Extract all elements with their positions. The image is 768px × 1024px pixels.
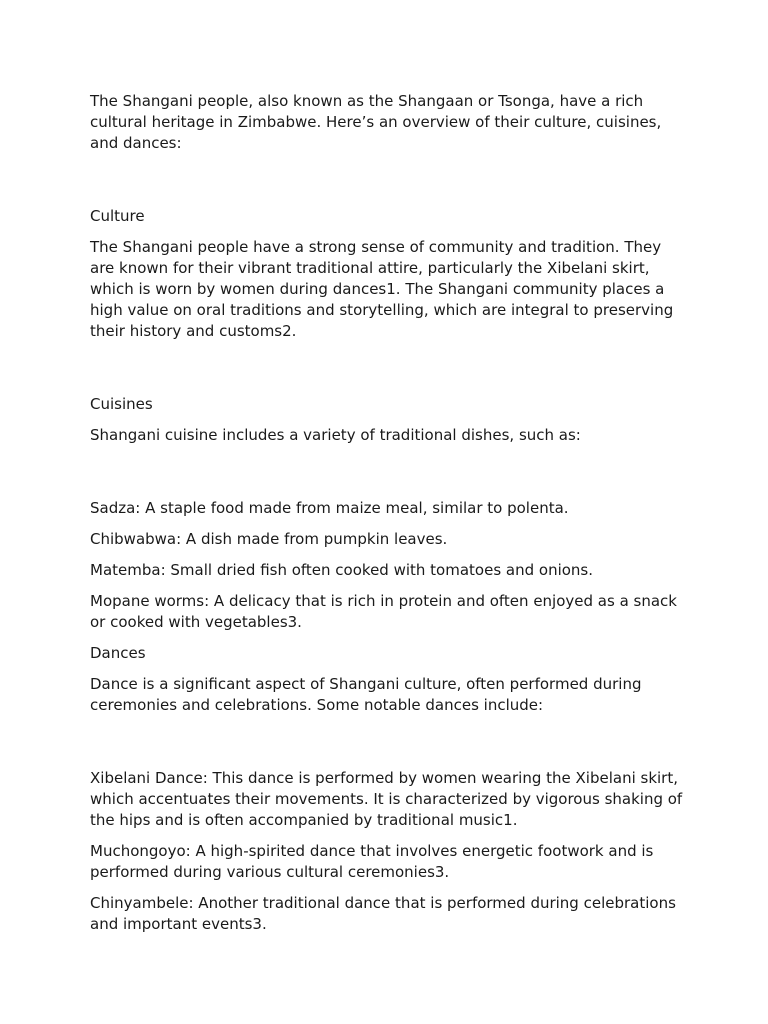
document-page xyxy=(90,91,690,945)
list-item: Xibelani Dance: This dance is performed by women wearing the Xibelani skirt, which accentuates their movements. It is characterized by vigorous shaking of the hips and is often accompanied by traditional music1. xyxy=(90,769,683,829)
list-item: Matemba: Small dried fish often cooked with tomatoes and onions. xyxy=(90,561,594,579)
culture-heading: Culture xyxy=(90,207,145,225)
cuisines-heading: Cuisines xyxy=(90,395,153,413)
list-item: Sadza: A staple food made from maize meal, similar to polenta. xyxy=(90,499,569,517)
dances-intro: Dance is a significant aspect of Shangani culture, often performed during ceremonies and celebrations. Some notable dances include: xyxy=(90,675,642,714)
dances-heading: Dances xyxy=(90,644,146,662)
list-item: Mopane worms: A delicacy that is rich in protein and often enjoyed as a snack or cooked with vegetables3. xyxy=(90,592,677,631)
list-item: Muchongoyo: A high-spirited dance that involves energetic footwork and is performed during various cultural ceremonies3. xyxy=(90,842,654,881)
intro-paragraph: The Shangani people, also known as the Shangaan or Tsonga, have a rich cultural heritage in Zimbabwe. Here’s an overview of their culture, cuisines, and dances: xyxy=(90,92,662,152)
list-item: Chinyambele: Another traditional dance that is performed during celebrations and important events3. xyxy=(90,894,676,933)
cuisines-intro: Shangani cuisine includes a variety of traditional dishes, such as: xyxy=(90,426,581,444)
list-item: Chibwabwa: A dish made from pumpkin leaves. xyxy=(90,530,448,548)
culture-paragraph: The Shangani people have a strong sense of community and tradition. They are known for their vibrant traditional attire, particularly the Xibelani skirt, which is worn by women during dances1. The Shangani community places a high value on oral traditions and storytelling, which are integral to preserving their history and customs2. xyxy=(90,238,674,340)
